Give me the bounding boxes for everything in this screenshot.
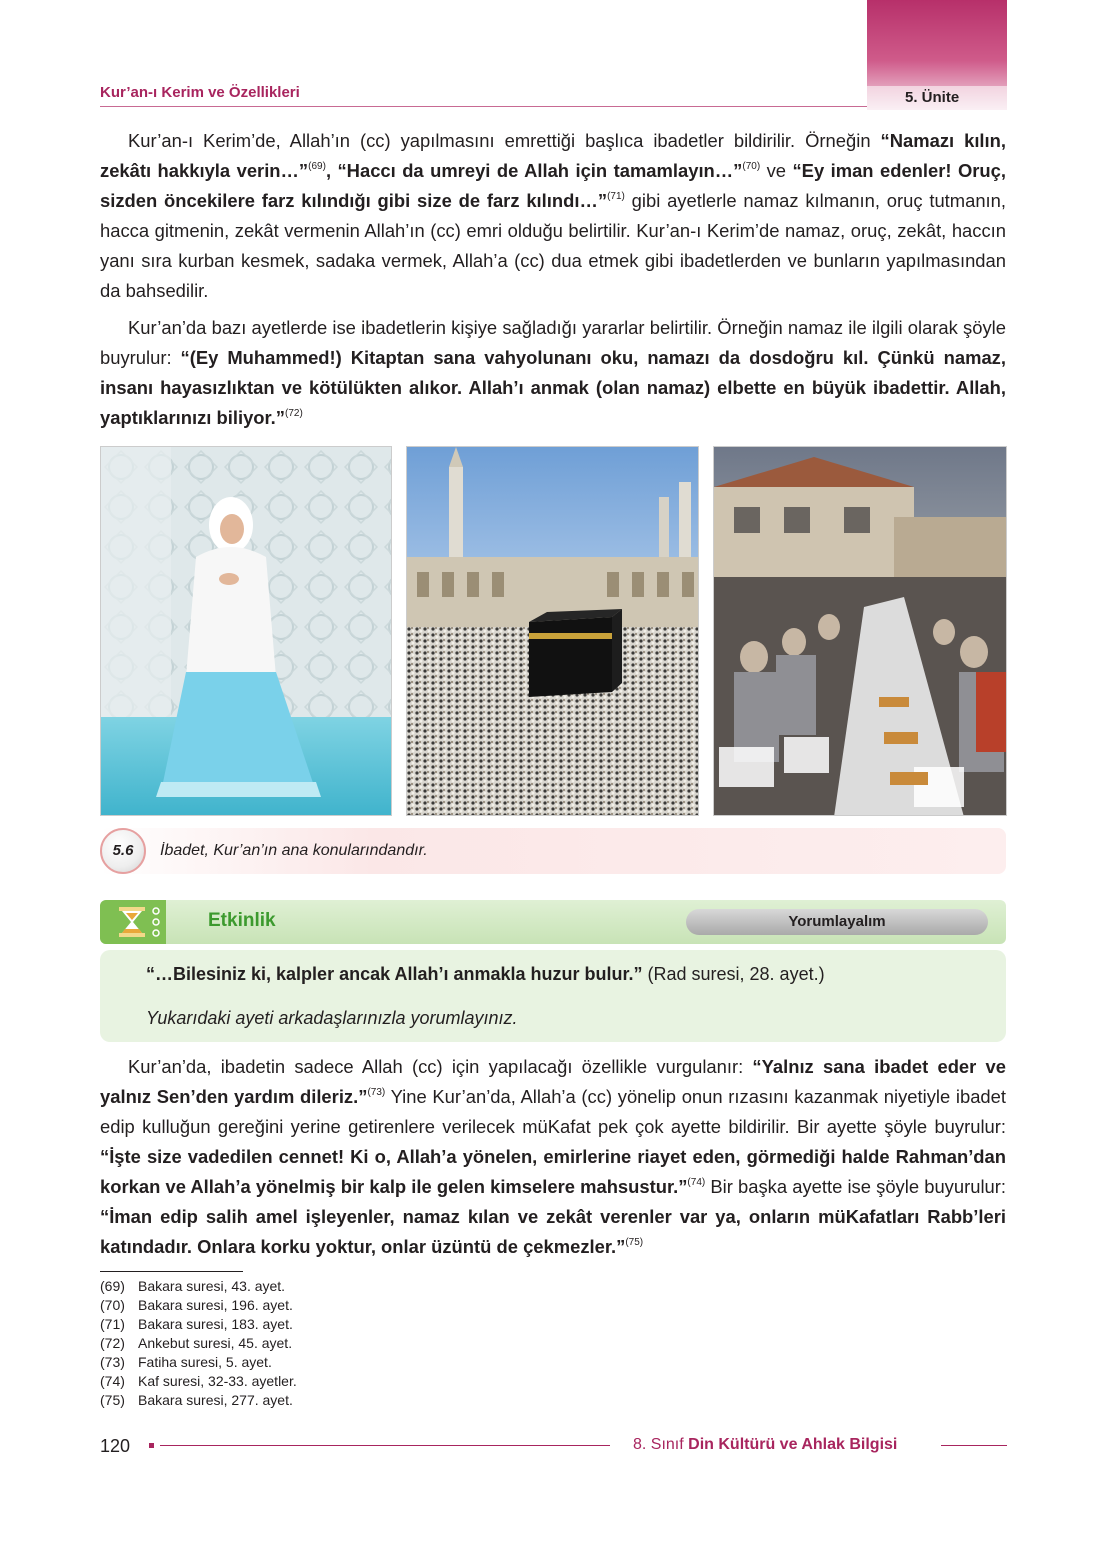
footnote: (71) Bakara suresi, 183. ayet. <box>100 1316 293 1332</box>
footnote: (69) Bakara suresi, 43. ayet. <box>100 1278 286 1294</box>
unit-label: 5. Ünite <box>867 86 1007 110</box>
activity-type-pill: Yorumlayalım <box>686 909 988 935</box>
footnotes <box>100 1277 297 1410</box>
section-title: Kur’an-ı Kerim ve Özellikleri <box>100 84 300 101</box>
activity-quote: “…Bilesiniz ki, kalpler ancak Allah’ı anmakla huzur bulur.” (Rad suresi, 28. ayet.) <box>146 964 825 984</box>
activity-instruction: Yukarıdaki ayeti arkadaşlarınızla yorumlayınız. <box>146 1008 518 1028</box>
iftar-photo <box>713 446 1007 816</box>
footnote: (74) Kaf suresi, 32-33. ayetler. <box>100 1373 297 1389</box>
praying-woman-photo <box>100 446 392 816</box>
footer-rule-left <box>160 1445 610 1446</box>
paragraph-1: Kur’an-ı Kerim’de, Allah’ın (cc) yapılmasını emrettiği başlıca ibadetler bildirilir. Örneğin “Namazı kılın, zekâtı hakkıyla verin…”$^{(69)}$, “Haccı da umreyi de Allah için tamamlayın…”$^{(70)}$ ve “Ey iman edenler! Oruç, sizden öncekilere farz kılındığı gibi size de farz kılındı…”$^{(71)}$ gibi ayetlerle namaz kılmanın, oruç tutmanın, hacca gitmenin, zekât vermenin Allah’ın (cc) emri olduğu belirtilir. Kur’an-ı Kerim’de namaz, oruç, zekât, haccın yanı sıra kurban kesmek, sadaka vermek, Allah’a (cc) dua etmek gibi ibadetlerden ve bunların yapılmasından da bahsedilir. <box>100 130 1006 301</box>
paragraph-3: Kur’an’da, ibadetin sadece Allah (cc) için yapılacağı özellikle vurgulanır: “Yalnız sana ibadet eder ve yalnız Sen’den yardım dileriz.”$^{(73)}$ Yine Kur’an’da, Allah’a (cc) yönelip onun rızasını kazanmak niyetiyle ibadet edip kulluğun gereğini yerine getirenlere verilecek müKafat pek çok ayette bildirilir. Bir ayette şöyle buyrulur: “İşte size vadedilen cennet! Ki o, Allah’a yönelen, emirlerine riayet eden, görmediği halde Rahman’dan korkan ve Allah’a yönelmiş bir kalp ile gelen kimselere mahsustur.”$^{(74)}$ Bir başka ayette ise şöyle buyurulur: “İman edip salih amel işleyenler, namaz kılan ve zekât verenler var ya, onların müKafatları Rabb’leri katındadır. Onlara korku yoktur, onlar üzüntü de çekmezler.”$^{(75)}$ <box>100 1056 1006 1257</box>
paragraph-2: Kur’an’da bazı ayetlerde ise ibadetlerin kişiye sağladığı yararlar belirtilir. Örneğin namaz ile ilgili olarak şöyle buyrulur: “(Ey Muhammed!) Kitaptan sana vahyolunanı oku, namazı da dosdoğru kıl. Çünkü namaz, insanı hayasızlıktan ve kötülükten alıkor. Allah’ı anmak (olan namaz) elbette en büyük ibadettir. Allah, yaptıklarınızı biliyor.”$^{(72)}$ <box>100 317 1006 428</box>
book-title: 8. Sınıf Din Kültürü ve Ahlak Bilgisi <box>633 1436 898 1453</box>
footnote: (73) Fatiha suresi, 5. ayet. <box>100 1354 272 1370</box>
header-divider <box>100 106 867 107</box>
footnote: (72) Ankebut suresi, 45. ayet. <box>100 1335 293 1351</box>
activity-title: Etkinlik <box>208 910 276 931</box>
figure-caption: İbadet, Kur’an’ın ana konularındandır. <box>160 842 428 859</box>
hourglass-icon <box>100 900 166 944</box>
footer-rule-right <box>941 1445 1007 1446</box>
figure-number-badge: 5.6 <box>100 828 146 874</box>
kaaba-photo <box>406 446 699 816</box>
page-number: 120 <box>100 1436 131 1456</box>
footnote-divider <box>100 1271 243 1272</box>
footnote: (70) Bakara suresi, 196. ayet. <box>100 1297 293 1313</box>
footer-dot <box>149 1443 154 1448</box>
footnote: (75) Bakara suresi, 277. ayet. <box>100 1392 293 1408</box>
